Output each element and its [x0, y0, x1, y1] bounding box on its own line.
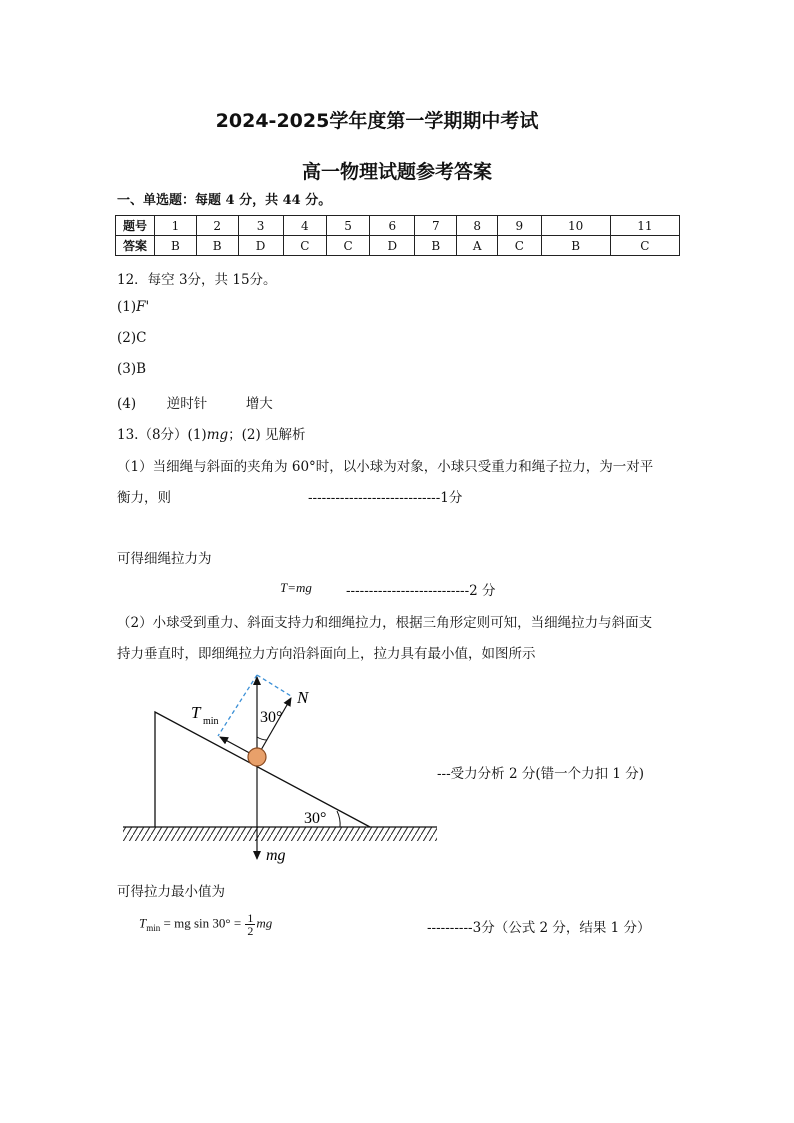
answer-key-subtitle: 高一物理试题参考答案 — [301, 161, 492, 183]
q13-p1-line1: （1）当细绳与斜面的夹角为 60°时，以小球为对象，小球只受重力和绳子拉力，为一对平 — [117, 459, 654, 475]
row-label-question: 题号 — [116, 216, 155, 236]
answer-cell: D — [238, 236, 283, 256]
eq-mid: = mg sin 30° = — [163, 915, 242, 931]
question-number-cell: 3 — [238, 216, 283, 236]
question-number-cell: 9 — [498, 216, 541, 236]
answer-cell: C — [498, 236, 541, 256]
label-n: N — [297, 688, 309, 707]
dashed-parallel-n — [257, 675, 291, 696]
eq-fraction — [245, 912, 255, 937]
answer-cell: A — [457, 236, 498, 256]
q12-intro: 12．每空 3分，共 15分。 — [117, 272, 277, 288]
answer-cell: B — [155, 236, 197, 256]
question-number-cell: 1 — [155, 216, 197, 236]
answer-cell: B — [415, 236, 457, 256]
q12-answer-4-trend: 增大 — [245, 396, 273, 412]
q12-answer-3: (3)B — [117, 361, 147, 377]
eq-num: 1 — [247, 911, 254, 925]
question-number-cell: 10 — [541, 216, 610, 236]
label-top-angle: 30° — [260, 709, 283, 726]
score-1: -----------------------------1分 — [308, 490, 463, 506]
q13-p4: 可得拉力最小值为 — [117, 884, 225, 900]
question-number-cell: 11 — [610, 216, 679, 236]
answer-row — [116, 236, 680, 256]
question-number-row — [116, 216, 680, 236]
q12-answer-1-label: (1) — [117, 299, 137, 315]
q12-answer-4-label: (4) — [117, 396, 137, 412]
ball — [248, 748, 266, 766]
q13-p1-line2: 衡力，则 — [117, 490, 171, 506]
eq-tail: mg — [256, 915, 273, 931]
section-1-heading: 一、单选题：每题 4 分，共 44 分。 — [117, 193, 332, 208]
eq-t: T — [139, 915, 147, 931]
label-t: T — [191, 703, 201, 722]
ground-hatch — [123, 827, 437, 841]
exam-title: 2024-2025学年度第一学期期中考试 — [215, 110, 539, 132]
score-3: ----------3分（公式 2 分，结果 1 分） — [427, 920, 651, 936]
incline — [155, 712, 370, 827]
dashed-parallel-t — [218, 675, 257, 736]
equation-min-tension — [139, 912, 272, 937]
equation-tension: T=mg — [280, 580, 312, 595]
q13-intro-mg: mg — [206, 427, 229, 443]
answer-cell: C — [610, 236, 679, 256]
eq-t-sub: min — [146, 923, 161, 934]
normal-force-arrow — [257, 698, 291, 757]
q12-answer-1-value: F' — [136, 299, 150, 315]
answer-table — [115, 215, 680, 256]
q12-answer-1 — [117, 299, 149, 315]
answer-cell: D — [370, 236, 415, 256]
question-number-cell: 7 — [415, 216, 457, 236]
question-number-cell: 4 — [283, 216, 326, 236]
q13-p2: 可得细绳拉力为 — [117, 551, 212, 567]
answer-cell: C — [283, 236, 326, 256]
answer-cell: C — [326, 236, 369, 256]
force-diagram — [115, 665, 445, 875]
question-number-cell: 6 — [370, 216, 415, 236]
q13-p3-line1: （2）小球受到重力、斜面支持力和细绳拉力，根据三角形定则可知，当细绳拉力与斜面支 — [117, 615, 653, 631]
question-number-cell: 5 — [326, 216, 369, 236]
q12-answer-4-direction: 逆时针 — [166, 396, 208, 412]
base-angle-arc — [337, 811, 340, 827]
q13-intro-suffix: ；(2) 见解析 — [228, 427, 306, 443]
answer-cell: B — [541, 236, 610, 256]
label-base-angle: 30° — [304, 810, 327, 827]
q13-intro-prefix: 13.（8分）(1) — [117, 427, 207, 443]
row-label-answer: 答案 — [116, 236, 155, 256]
eq-den: 2 — [247, 924, 254, 938]
score-2: ---------------------------2 分 — [346, 583, 496, 599]
top-angle-arc — [257, 737, 267, 740]
question-number-cell: 8 — [457, 216, 498, 236]
question-number-cell: 2 — [196, 216, 238, 236]
q13-intro — [117, 423, 306, 443]
q12-answer-2: (2)C — [117, 330, 147, 346]
answer-cell: B — [196, 236, 238, 256]
label-t-sub: min — [203, 716, 219, 727]
label-mg: mg — [266, 847, 286, 864]
diagram-score: ---受力分析 2 分(错一个力扣 1 分) — [437, 766, 645, 782]
q13-p3-line2: 持力垂直时，即细绳拉力方向沿斜面向上，拉力具有最小值，如图所示 — [117, 646, 536, 662]
q12-answer-4 — [117, 392, 273, 412]
